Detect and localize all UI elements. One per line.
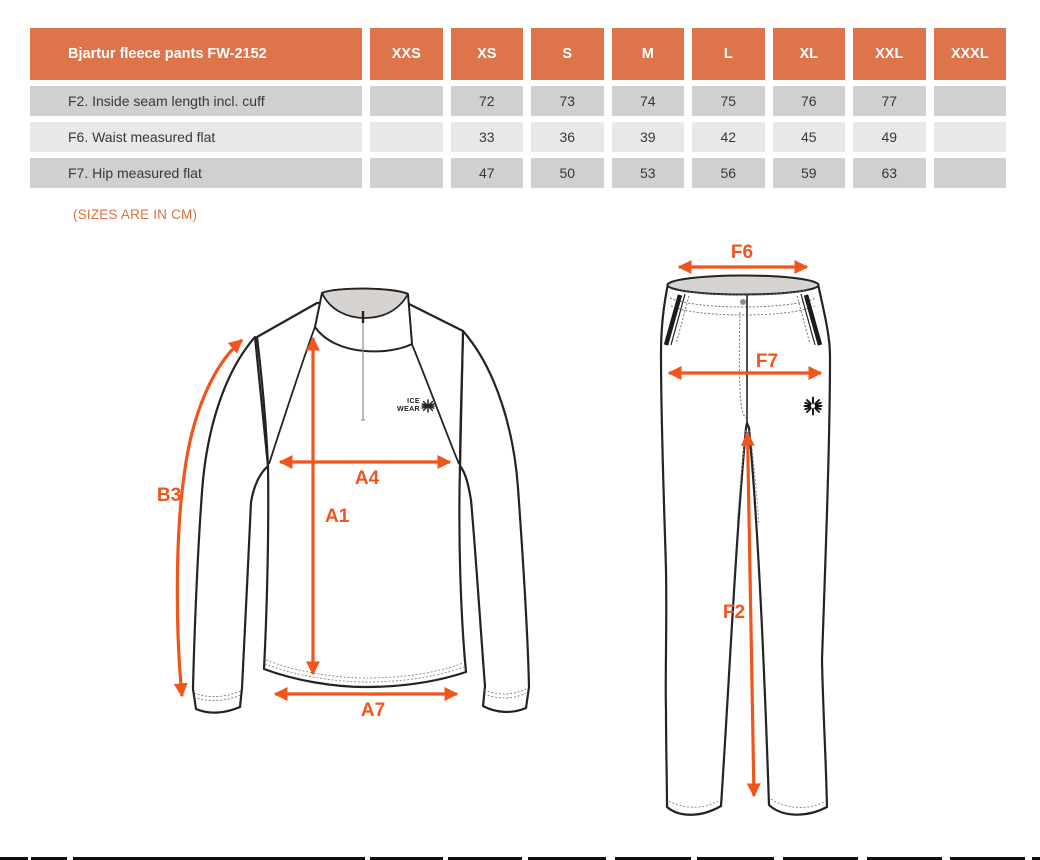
value-cell: 76	[773, 86, 846, 116]
label-f6: F6	[730, 242, 754, 263]
shirt-drawing	[140, 260, 580, 730]
value-cell	[370, 122, 443, 152]
value-cell: 50	[531, 158, 604, 188]
label-b3: B3	[156, 485, 182, 506]
size-header-xxs: XXS	[370, 28, 443, 80]
size-header-xxxl: XXXL	[934, 28, 1007, 80]
value-cell: 75	[692, 86, 765, 116]
size-header-l: L	[692, 28, 765, 80]
row-label-f6: F6. Waist measured flat	[30, 122, 362, 152]
row-label-f2: F2. Inside seam length incl. cuff	[30, 86, 362, 116]
sizes-unit-note: (SIZES ARE IN CM)	[73, 207, 198, 222]
size-header-m: M	[612, 28, 685, 80]
label-f2: F2	[722, 602, 746, 623]
label-a7: A7	[360, 700, 386, 721]
waist-button	[740, 299, 746, 305]
value-cell	[934, 86, 1007, 116]
value-cell: 42	[692, 122, 765, 152]
pants-drawing	[630, 240, 920, 825]
shirt-right-sleeve	[460, 331, 529, 712]
value-cell: 74	[612, 86, 685, 116]
value-cell: 59	[773, 158, 846, 188]
value-cell	[934, 122, 1007, 152]
value-cell: 53	[612, 158, 685, 188]
product-header-cell: Bjartur fleece pants FW-2152	[30, 28, 362, 80]
label-f7: F7	[755, 351, 779, 372]
label-a4: A4	[354, 468, 380, 489]
value-cell	[370, 158, 443, 188]
value-cell: 72	[451, 86, 524, 116]
value-cell: 33	[451, 122, 524, 152]
value-cell	[934, 158, 1007, 188]
size-header-xl: XL	[773, 28, 846, 80]
value-cell: 77	[853, 86, 926, 116]
svg-text:ICE: ICE	[407, 398, 420, 405]
value-cell: 47	[451, 158, 524, 188]
size-header-xs: XS	[451, 28, 524, 80]
size-header-s: S	[531, 28, 604, 80]
row-label-f7: F7. Hip measured flat	[30, 158, 362, 188]
value-cell: 39	[612, 122, 685, 152]
value-cell: 49	[853, 122, 926, 152]
value-cell: 36	[531, 122, 604, 152]
size-header-xxl: XXL	[853, 28, 926, 80]
size-table	[30, 28, 1006, 188]
value-cell: 56	[692, 158, 765, 188]
value-cell: 73	[531, 86, 604, 116]
shirt-body	[257, 303, 466, 687]
value-cell: 45	[773, 122, 846, 152]
value-cell	[370, 86, 443, 116]
label-a1: A1	[325, 506, 350, 527]
snowflake-icon	[422, 400, 434, 412]
svg-text:WEAR: WEAR	[397, 406, 420, 413]
value-cell: 63	[853, 158, 926, 188]
pants-body	[661, 278, 830, 815]
